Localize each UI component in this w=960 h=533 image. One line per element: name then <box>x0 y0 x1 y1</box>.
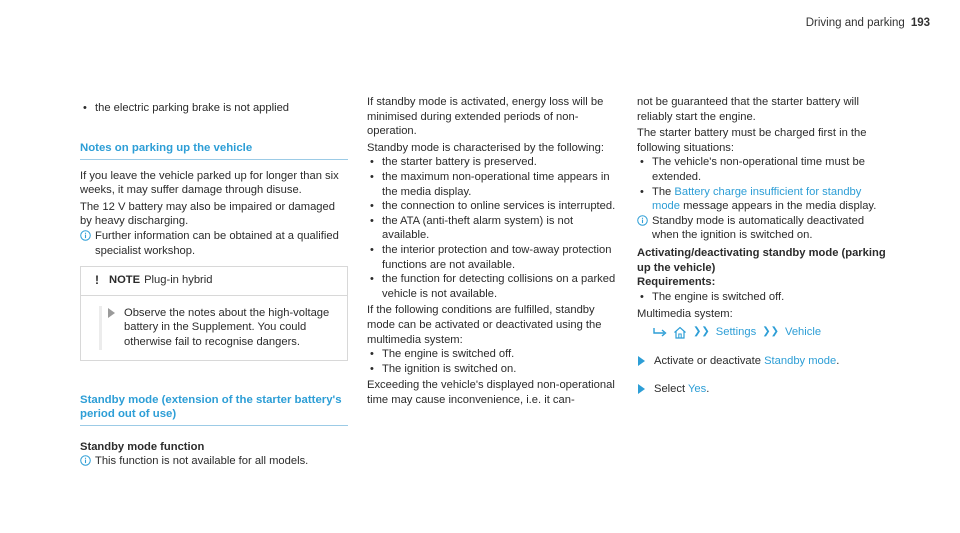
features-list <box>367 155 617 301</box>
warning-icon: ! <box>95 273 99 288</box>
requirements-label: Requirements: <box>637 276 716 289</box>
info-note <box>80 454 348 469</box>
info-text: Standby mode is automatically deactivated when the ignition is switched on. <box>652 214 865 242</box>
list-item: • the ATA (anti-theft alarm system) is not available. <box>367 214 617 243</box>
exceeding-paragraph: Exceeding the vehicle's displayed non-operational time may cause inconvenience, i.e. it can- <box>367 379 615 406</box>
notes-paragraph: The 12 V battery may also be impaired or damaged by heavy discharging. <box>80 200 335 228</box>
note-box-body <box>81 296 347 360</box>
page-number: 193 <box>910 17 930 29</box>
double-chevron-icon: ❯❯ <box>693 325 710 337</box>
column-1 <box>80 101 348 469</box>
charge-paragraph: The starter battery must be charged first in the following situations: <box>637 127 867 154</box>
info-text: This function is not available for all models. <box>95 455 309 468</box>
action-arrow-icon <box>638 384 645 394</box>
action-arrow-icon <box>108 308 115 318</box>
home-icon <box>673 326 687 339</box>
note-label: NOTE <box>109 274 141 287</box>
list-item: • the starter battery is preserved. <box>367 155 617 170</box>
list-item: • the maximum non-operational time appears in the media display. <box>367 170 617 199</box>
multimedia-label: Multimedia system: <box>637 308 733 321</box>
list-item: • The engine is switched off. <box>367 347 617 362</box>
text-fragment: . <box>836 354 840 367</box>
info-icon <box>80 230 91 241</box>
text-fragment: . <box>706 383 710 396</box>
info-text: Further information can be obtained at a qualified specialist workshop. <box>95 229 339 257</box>
list-item: • The engine is switched off. <box>637 290 887 305</box>
path-vehicle: Vehicle <box>784 325 822 338</box>
note-action <box>107 306 337 350</box>
return-arrow-icon <box>653 327 667 338</box>
continued-paragraph: not be guaranteed that the starter battery will reliably start the engine. <box>637 96 860 123</box>
notes-paragraph: If you leave the vehicle parked up for longer than six weeks, it may suffer damage through disuse. <box>80 169 339 197</box>
double-chevron-icon: ❯❯ <box>762 325 779 337</box>
notes-heading: Notes on parking up the vehicle <box>80 141 348 160</box>
list-item <box>637 185 887 214</box>
column-2 <box>367 95 617 407</box>
list-item: • the electric parking brake is not applied <box>80 101 348 116</box>
conditions-paragraph: If the following conditions are fulfilled, standby mode can be activated or deactivated using the multimedia system: <box>367 304 602 346</box>
note-box <box>80 266 348 360</box>
text-fragment: Select <box>654 383 686 396</box>
characterised-paragraph: Standby mode is characterised by the following: <box>367 141 604 154</box>
top-bullet-list <box>80 101 348 116</box>
situations-list <box>637 155 887 213</box>
info-note <box>637 214 887 243</box>
menu-path <box>637 325 887 340</box>
info-icon <box>80 455 91 466</box>
page-header <box>806 17 930 29</box>
conditions-list <box>367 347 617 376</box>
yes-option: Yes <box>688 383 707 396</box>
column-3 <box>637 95 887 397</box>
info-note <box>80 229 348 258</box>
battery-charge-message: Battery charge insufficient for standby mode <box>652 185 862 213</box>
action-arrow-icon <box>638 356 645 366</box>
text-fragment: The <box>652 185 672 198</box>
activating-heading: Activating/deactivating standby mode (parking up the vehicle) <box>637 246 886 274</box>
note-body: Observe the notes about the high-voltage battery in the Supplement. You could otherwise fail to recognise dangers. <box>124 306 330 348</box>
section-title: Driving and parking <box>805 17 905 29</box>
intro-paragraph: If standby mode is activated, energy loss will be minimised during extended periods of non-operation. <box>367 96 604 138</box>
note-box-header <box>81 267 347 296</box>
note-title: Plug-in hybrid <box>144 274 213 287</box>
list-item: • The vehicle's non-operational time must be extended. <box>637 155 887 184</box>
action-step <box>637 354 887 369</box>
list-item: • The ignition is switched on. <box>367 362 617 377</box>
standby-mode-option: Standby mode <box>764 354 837 367</box>
list-item: • the connection to online services is interrupted. <box>367 199 617 214</box>
requirements-list <box>637 290 887 305</box>
function-heading: Standby mode function <box>80 440 205 453</box>
list-item: • the interior protection and tow-away protection functions are not available. <box>367 243 617 272</box>
text-fragment: message appears in the media display. <box>683 200 877 213</box>
path-settings: Settings <box>715 325 757 338</box>
text-fragment: Activate or deactivate <box>654 354 761 367</box>
list-item: • the function for detecting collisions on a parked vehicle is not available. <box>367 272 617 301</box>
action-step <box>637 382 887 397</box>
info-icon <box>637 215 648 226</box>
standby-heading: Standby mode (extension of the starter battery's period out of use) <box>80 393 348 426</box>
